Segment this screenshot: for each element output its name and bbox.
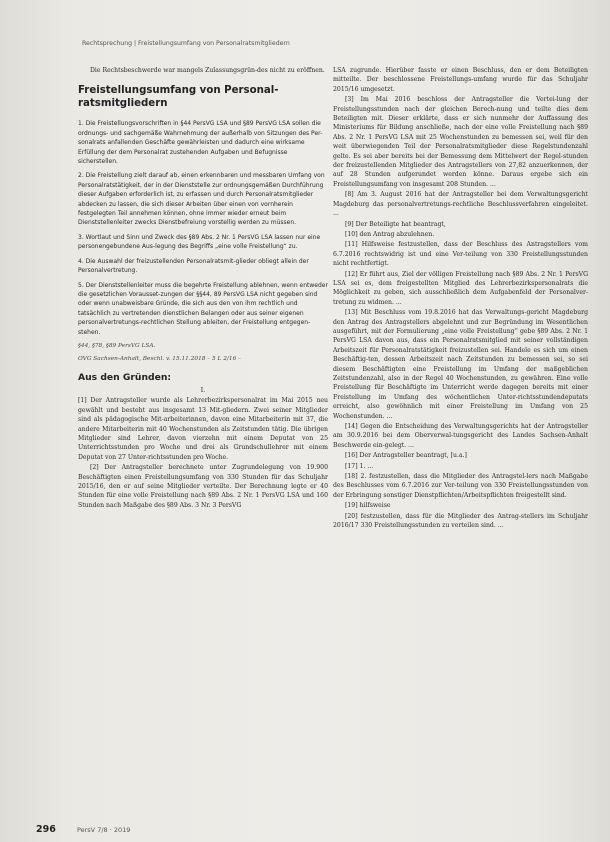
paragraph-8: [8] Am 3. August 2016 hat der Antragsteller bei dem Verwaltungsgericht Magdeburg das personalvertretungs-rechtliche Beschlussverfahren eingeleitet. ... bbox=[333, 191, 588, 218]
right-column bbox=[333, 66, 588, 531]
article-title: Freistellungsumfang von Personal-ratsmitgliedern bbox=[78, 85, 279, 109]
leitsatz-3: 3. Wortlaut und Sinn und Zweck des §89 Abs. 2 Nr. 1 PersVG LSA lassen nur eine personengebundene Aus-legung des Begriffs „eine volle Freistellung“ zu. bbox=[78, 233, 321, 251]
leitsatz-2: 2. Die Freistellung zielt darauf ab, einen erkennbaren und messbaren Umfang von Personalratstätigkeit, der in der Dienststelle zur ordnungsgemäßen Durchführung dieser Aufgaben erforderlich ist, zu erfassen und durch Personalratsmitglieder abdecken zu lassen, die sich dieser Arbeiten über einen von vornherein festgelegten Teil annehmen können, ohne immer wieder erneut beim Dienststellenleiter zwecks Dienstbefreiung vorstellig werden zu müssen. bbox=[78, 172, 325, 227]
paragraph-12: [12] Er führt aus, Ziel der völligen Freistellung nach §89 Abs. 2 Nr. 1 PersVG LSA sei es, dem freigestellten Mitglied des Lehrerbezirkspersonalrats die Möglichkeit zu geben, sich ausschließlich dem Aufgabenfeld der Personalver-tretung zu widmen. ... bbox=[333, 270, 588, 306]
page-footer bbox=[36, 817, 130, 836]
running-head: Rechtsprechung | Freistellungsumfang von Personalratsmitgliedern bbox=[82, 40, 290, 47]
norms-line: §44, §78, §89 PersVG LSA. bbox=[78, 342, 156, 349]
paragraph-9: [9] Der Beteiligte hat beantragt, bbox=[345, 220, 446, 228]
intro-paragraph: Die Rechtsbeschwerde war mangels Zulassungsgrün-des nicht zu eröffnen. bbox=[90, 67, 325, 74]
leitsatz-1: 1. Die Freistellungsvorschriften in §44 PersVG LSA und §89 PersVG LSA sollen die ordnungs- und sachgemäße Wahrnehmung der außerhalb von Sitzungen des Per-sonalrats anfallenden Geschäfte gewährleisten und dadurch eine wirksame Erfüllung der dem Personalrat zustehenden Aufgaben und Befugnisse sicherstellen. bbox=[78, 120, 323, 166]
section-roman-numeral: I. bbox=[200, 386, 206, 394]
paragraph-3: [3] Im Mai 2016 beschloss der Antragsteller die Vertei-lung der Freistellungsstunden nach der gleichen Berech-nung und teilte dies dem Beteiligten mit. Dieser erklärte, dass er sich nunmehr der Auffassung des Ministeriums für Bildung anschließe, nach der eine volle Freistellung nach §89 Abs. 2 Nr. 1 PersVG LSA mit 25 Wochenstunden zu bemessen sei, weil für den weit überwiegenden Teil der Personalratsmitglieder diese Regelstundenzahl gelte. Es sei aber bereits bei der Bemessung dem Mittelwert der Regel-stunden der freizustellenden Mitglieder des Antragstellers von 27,82 anzuerkennen, der auf 28 Stunden aufgerundet werden könne. Daraus ergebe sich ein Freistellungsumfang von insgesamt 208 Stunden. ... bbox=[333, 96, 588, 188]
court-citation: OVG Sachsen-Anhalt, Beschl. v. 15.11.2018 – 5 L 2/16 – bbox=[78, 355, 242, 362]
paragraph-1: [1] Der Antragsteller wurde als Lehrerbezirkspersonalrat im Mai 2015 neu gewählt und besteht aus insgesamt 13 Mit-gliedern. Zwei seiner Mitglieder sind als pädagogische Mit-arbeiterinnen, davon eine Mitarbeiterin mit 37, die andere Mitarbeiterin mit 40 Wochenstunden als Zeitstunden tätig. Die übrigen Mitglieder sind Lehrer, davon vierzehn mit einem Deputat von 25 Unterrichtsstunden pro Woche und drei als Grundschullehrer mit einem Deputat von 27 Unter-richtsstunden pro Woche. bbox=[78, 397, 328, 461]
paragraph-20: [20] festzustellen, dass für die Mitglieder des Antrag-stellers im Schuljahr 2016/17 330 Freistellungsstunden zu verteilen sind. ... bbox=[333, 512, 588, 530]
paragraph-13: [13] Mit Beschluss vom 19.8.2016 hat das Verwaltungs-gericht Magdeburg den Antrag des Antragstellers abgelehnt und zur Begründung im Wesentlichen ausgeführt, mit der Formulierung „eine volle Freistellung“ gebe §89 Abs. 2 Nr. 1 PersVG LSA davon aus, dass ein Personalratsmitglied mit seiner vollständigen Arbeitszeit für Personalratstätigkeit freizustellen sei. Handele es sich um einen Beschäftig-ten, dessen Arbeitszeit nach Zeitstunden zu bemessen sei, so sei diesem Beschäftigten eine Freistellung im Umfang der maßgeblichen Zeitstundenzahl, also in der Regel 40 Wochenstunden, zu gewähren. Eine volle Freistellung für Beschäftigte im Unterricht werde dagegen bereits mit einer Freistellung im Umfang des wöchentlichen Unter-richtsstundendeputats erreicht, also gewöhnlich mit einer Freistellung im Umfang von 25 Wochenstunden. ... bbox=[333, 309, 588, 420]
paragraph-11: [11] Hilfsweise festzustellen, dass der Beschluss des Antragstellers vom 6.7.2016 rechtswidrig ist und eine Ver-teilung von 330 Freistellungsstunden nicht rechtfertigt. bbox=[333, 241, 588, 268]
left-column bbox=[78, 66, 328, 510]
paragraph-14: [14] Gegen die Entscheidung des Verwaltungsgerichts hat der Antragsteller am 30.9.2016 bei dem Oberverwal-tungsgericht des Landes Sachsen-Anhalt Beschwerde ein-gelegt. ... bbox=[333, 423, 588, 449]
page-number: 296 bbox=[36, 824, 56, 835]
leitsatz-4: 4. Die Auswahl der freizustellenden Personalratsmit-glieder obliegt allein der Personalvertretung. bbox=[78, 257, 309, 275]
paragraph-19: [19] hilfsweise bbox=[345, 502, 391, 510]
paragraph-2-cont: LSA zugrunde. Hierüber fasste er einen Beschluss, den er dem Beteiligten mitteilte. Der beschlossene Freistellungs-umfang wurde für das Schuljahr 2015/16 umgesetzt. bbox=[333, 67, 588, 93]
paragraph-16: [16] Der Antragsteller beantragt, [u.a.] bbox=[345, 452, 467, 460]
paragraph-10: [10] den Antrag abzulehnen. bbox=[345, 230, 435, 238]
paragraph-18: [18] 2. festzustellen, dass die Mitglieder des Antragstel-lers nach Maßgabe des Beschlusses vom 6.7.2016 zur Ver-teilung von 330 Freistellungsstunden von der Erbringung sonstiger Dienstpflichten/Arbeitspflichten freigestellt sind. bbox=[333, 473, 588, 499]
paragraph-17: [17] 1. ... bbox=[345, 462, 374, 470]
issue-label: PersV 7/8 · 2019 bbox=[76, 826, 131, 834]
leitsatz-5: 5. Der Dienststellenleiter muss die begehrte Freistellung ablehnen, wenn entweder die gesetzlichen Vorausset-zungen der §§44, 89 PersVG LSA nicht gegeben sind oder wenn unabweisbare Gründe, die sich aus den von ihm rechtlich und tatsächlich zu vertretenden dienstlichen Belangen oder aus seiner eigenen personalvertretungs-rechtlichen Stellung ableiten, der Freistellung entgegen-stehen. bbox=[78, 281, 328, 336]
paragraph-2: [2] Der Antragsteller berechnete unter Zugrundelegung von 19.900 Beschäftigten einen Freistellungsumfang von 330 Stunden für das Schuljahr 2015/16, den er auf seine Mitglieder verteilte. Der Berechnung legte er 40 Stunden für eine volle Freistellung nach §89 Abs. 2 Nr. 1 PersVG LSA und 160 Stunden nach Maßgabe des §89 Abs. 3 Nr. 3 PersVG bbox=[78, 464, 328, 509]
reasons-heading: Aus den Gründen: bbox=[78, 371, 172, 383]
